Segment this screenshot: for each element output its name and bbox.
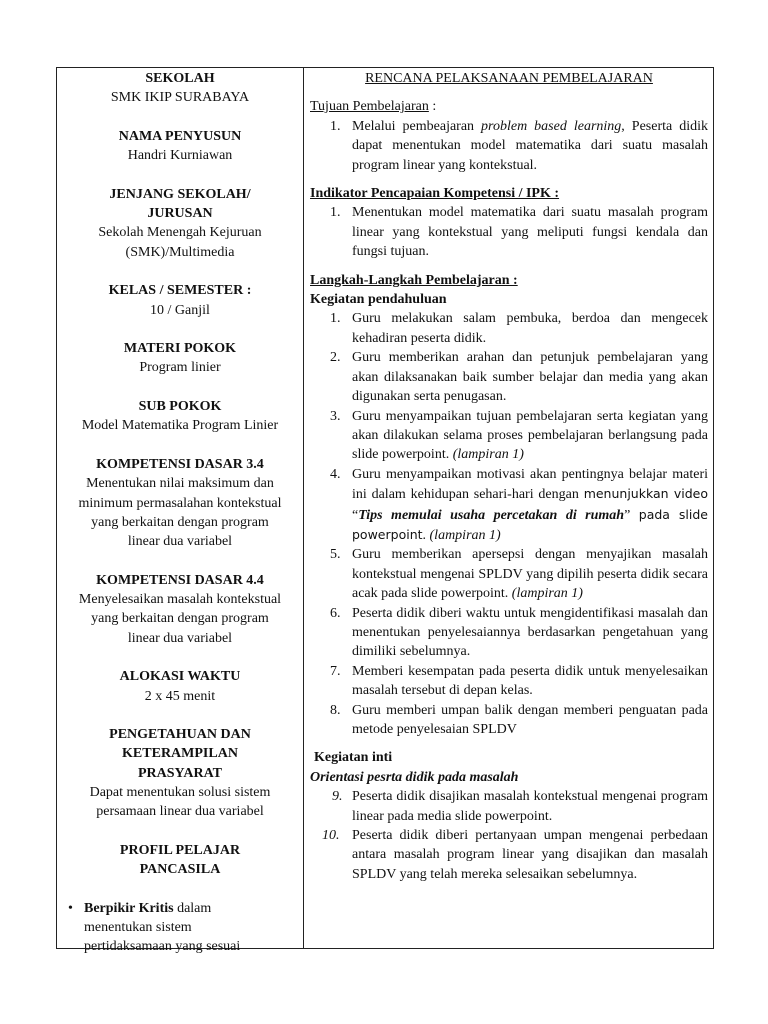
kd34-line-4: linear dua variabel <box>127 534 233 550</box>
list-number: 1. <box>330 118 341 134</box>
step-text: Peserta didik diberi waktu untuk mengidentifikasi masalah dan menentukan penyelesaiannya berdasarkan pengetahuan yang dimiliki sebelumnya. <box>352 605 708 660</box>
step-text: Peserta didik disajikan masalah kontekstual mengenai program linear pada media slide powerpoint. <box>352 789 708 824</box>
list-number: 3. <box>330 408 341 424</box>
list-number: 9. <box>332 789 343 805</box>
list-number: 5. <box>330 547 341 563</box>
column-divider <box>303 67 304 949</box>
materi-heading: MATERI POKOK <box>123 341 237 357</box>
list-number: 1. <box>330 205 341 221</box>
jenjang-heading-1: JENJANG SEKOLAH/ <box>109 186 251 202</box>
prasyarat-heading-3: PRASYARAT <box>137 765 222 781</box>
left-column <box>58 69 302 957</box>
step-text-mono-2: pada slide powerpoint <box>352 506 708 542</box>
profil-text-2: menentukan sistem <box>84 920 192 936</box>
list-item <box>310 203 708 261</box>
sekolah-value: SMK IKIP SURABAYA <box>110 90 250 106</box>
jenjang-value-1: Sekolah Menengah Kejuruan <box>98 225 262 241</box>
step-text: Guru memberi umpan balik dengan memberi penguatan pada metode penyelesaian SPLDV <box>352 702 708 737</box>
step-text: Guru memberikan arahan dan petunjuk pembelajaran yang akan dilaksanakan baik sumber belajar dan media yang akan digunakan serta penugasan. <box>352 350 708 405</box>
step-text: Guru melakukan salam pembuka, berdoa dan mengecek kehadiran peserta didik. <box>352 311 708 346</box>
list-item <box>310 787 708 826</box>
list-number: 10. <box>322 828 340 844</box>
step-text-2: . <box>422 527 430 543</box>
profil-heading-1: PROFIL PELAJAR <box>119 842 241 858</box>
list-item <box>58 899 302 957</box>
tujuan-italic: problem based learning <box>481 118 622 134</box>
profil-bold: Berpikir Kritis <box>84 900 174 916</box>
kd34-line-1: Menentukan nilai maksimum dan <box>86 476 274 492</box>
ipk-list <box>310 203 708 261</box>
tujuan-text-2: , Peserta didik dapat menentukan model matematika dari suatu masalah program linear yang kontekstual. <box>352 118 708 173</box>
sub-pokok-value: Model Matematika Program Linier <box>81 418 279 434</box>
step-text-mono: menunjukkan video <box>583 486 708 502</box>
prasyarat-heading-2: KETERAMPILAN <box>122 746 238 762</box>
list-number: 2. <box>330 350 341 366</box>
profil-text-3: pertidaksamaan yang sesuai <box>84 939 241 955</box>
pendahuluan-heading: Kegiatan pendahuluan <box>310 292 447 308</box>
lampiran-ref: (lampiran 1) <box>429 527 501 543</box>
sekolah-heading: SEKOLAH <box>145 71 215 86</box>
pendahuluan-list <box>310 309 708 739</box>
quote-open: “ <box>352 507 359 523</box>
jenjang-heading-2: JURUSAN <box>147 206 213 222</box>
alokasi-heading: ALOKASI WAKTU <box>119 669 241 685</box>
jenjang-value-2: (SMK)/Multimedia <box>125 244 235 260</box>
inti-list <box>310 787 708 884</box>
prasyarat-line-2: persamaan linear dua variabel <box>96 804 264 820</box>
profil-list <box>58 899 302 957</box>
lampiran-ref: (lampiran 1) <box>511 586 583 602</box>
right-column <box>310 69 708 884</box>
list-item <box>310 348 708 406</box>
ipk-text: Menentukan model matematika dari suatu masalah program linear yang kontekstual yang meliputi fungsi kendala dan fungsi tujuan. <box>352 205 708 260</box>
kd34-line-2: minimum permasalahan kontekstual <box>78 495 282 511</box>
prasyarat-line-1: Dapat menentukan solusi sistem <box>89 784 271 800</box>
lampiran-ref: (lampiran 1) <box>452 447 524 463</box>
langkah-heading: Langkah-Langkah Pembelajaran : <box>310 272 518 288</box>
list-item <box>310 662 708 701</box>
kelas-value: 10 / Ganjil <box>150 302 210 318</box>
list-item <box>310 826 708 884</box>
tujuan-heading: Tujuan Pembelajaran <box>310 99 429 115</box>
kd34-line-3: yang berkaitan dengan program <box>91 514 269 530</box>
inti-heading: Kegiatan inti <box>314 750 393 766</box>
kd34-heading: KOMPETENSI DASAR 3.4 <box>96 456 264 472</box>
penyusun-value: Handri Kurniawan <box>127 148 233 164</box>
penyusun-heading: NAMA PENYUSUN <box>118 128 242 144</box>
list-item <box>310 545 708 603</box>
sub-pokok-heading: SUB POKOK <box>138 399 222 415</box>
video-title: Tips memulai usaha percetakan di rumah <box>358 507 625 523</box>
list-item <box>310 604 708 662</box>
orientasi-heading: Orientasi pesrta didik pada masalah <box>310 769 519 785</box>
alokasi-value: 2 x 45 menit <box>144 688 216 704</box>
list-item <box>310 309 708 348</box>
profil-text-1: dalam <box>173 900 212 916</box>
quote-close: ” <box>624 507 639 523</box>
list-item <box>310 407 708 465</box>
document-title: RENCANA PELAKSANAAN PEMBELAJARAN <box>365 71 653 86</box>
list-number: 7. <box>330 663 341 679</box>
ipk-heading: Indikator Pencapaian Kompetensi / IPK : <box>310 186 560 202</box>
step-text: Memberi kesempatan pada peserta didik untuk menyelesaikan masalah tersebut di depan kelas. <box>352 663 708 699</box>
list-number: 1. <box>330 311 341 327</box>
list-number: 6. <box>330 605 341 621</box>
prasyarat-heading-1: PENGETAHUAN DAN <box>109 727 251 743</box>
list-number: 4. <box>330 466 341 482</box>
tujuan-text: Melalui pembeajaran <box>352 118 482 134</box>
kd44-line-3: linear dua variabel <box>127 630 233 646</box>
step-text: Guru menyampaikan motivasi akan pentingnya belajar materi ini dalam kehidupan sehari-hari dengan <box>352 466 708 503</box>
kelas-heading: KELAS / SEMESTER : <box>108 283 252 299</box>
profil-heading-2: PANCASILA <box>139 862 221 878</box>
list-item <box>310 465 708 546</box>
tujuan-list <box>310 117 708 175</box>
kd44-line-1: Menyelesaikan masalah kontekstual <box>78 592 282 608</box>
kd44-line-2: yang berkaitan dengan program <box>91 611 269 627</box>
list-item <box>310 701 708 740</box>
list-item <box>310 117 708 175</box>
step-text: Guru menyampaikan tujuan pembelajaran serta kegiatan yang akan dilakukan selama proses pembelajaran berlangsung pada slide powerpoint. <box>352 408 708 463</box>
tujuan-colon: : <box>428 99 437 115</box>
kd44-heading: KOMPETENSI DASAR 4.4 <box>96 572 264 588</box>
list-number: 8. <box>330 702 341 718</box>
step-text: Peserta didik diberi pertanyaan umpan mengenai perbedaan antara masalah program linear yang disajikan dan masalah SPLDV yang telah mereka selesaikan sebelumnya. <box>352 828 708 882</box>
materi-value: Program linier <box>139 360 221 376</box>
step-text: Guru memberikan apersepsi dengan menyajikan masalah kontekstual mengenai SPLDV yang dipilih peserta didik secara acak pada slide powerpoint. <box>352 547 708 602</box>
